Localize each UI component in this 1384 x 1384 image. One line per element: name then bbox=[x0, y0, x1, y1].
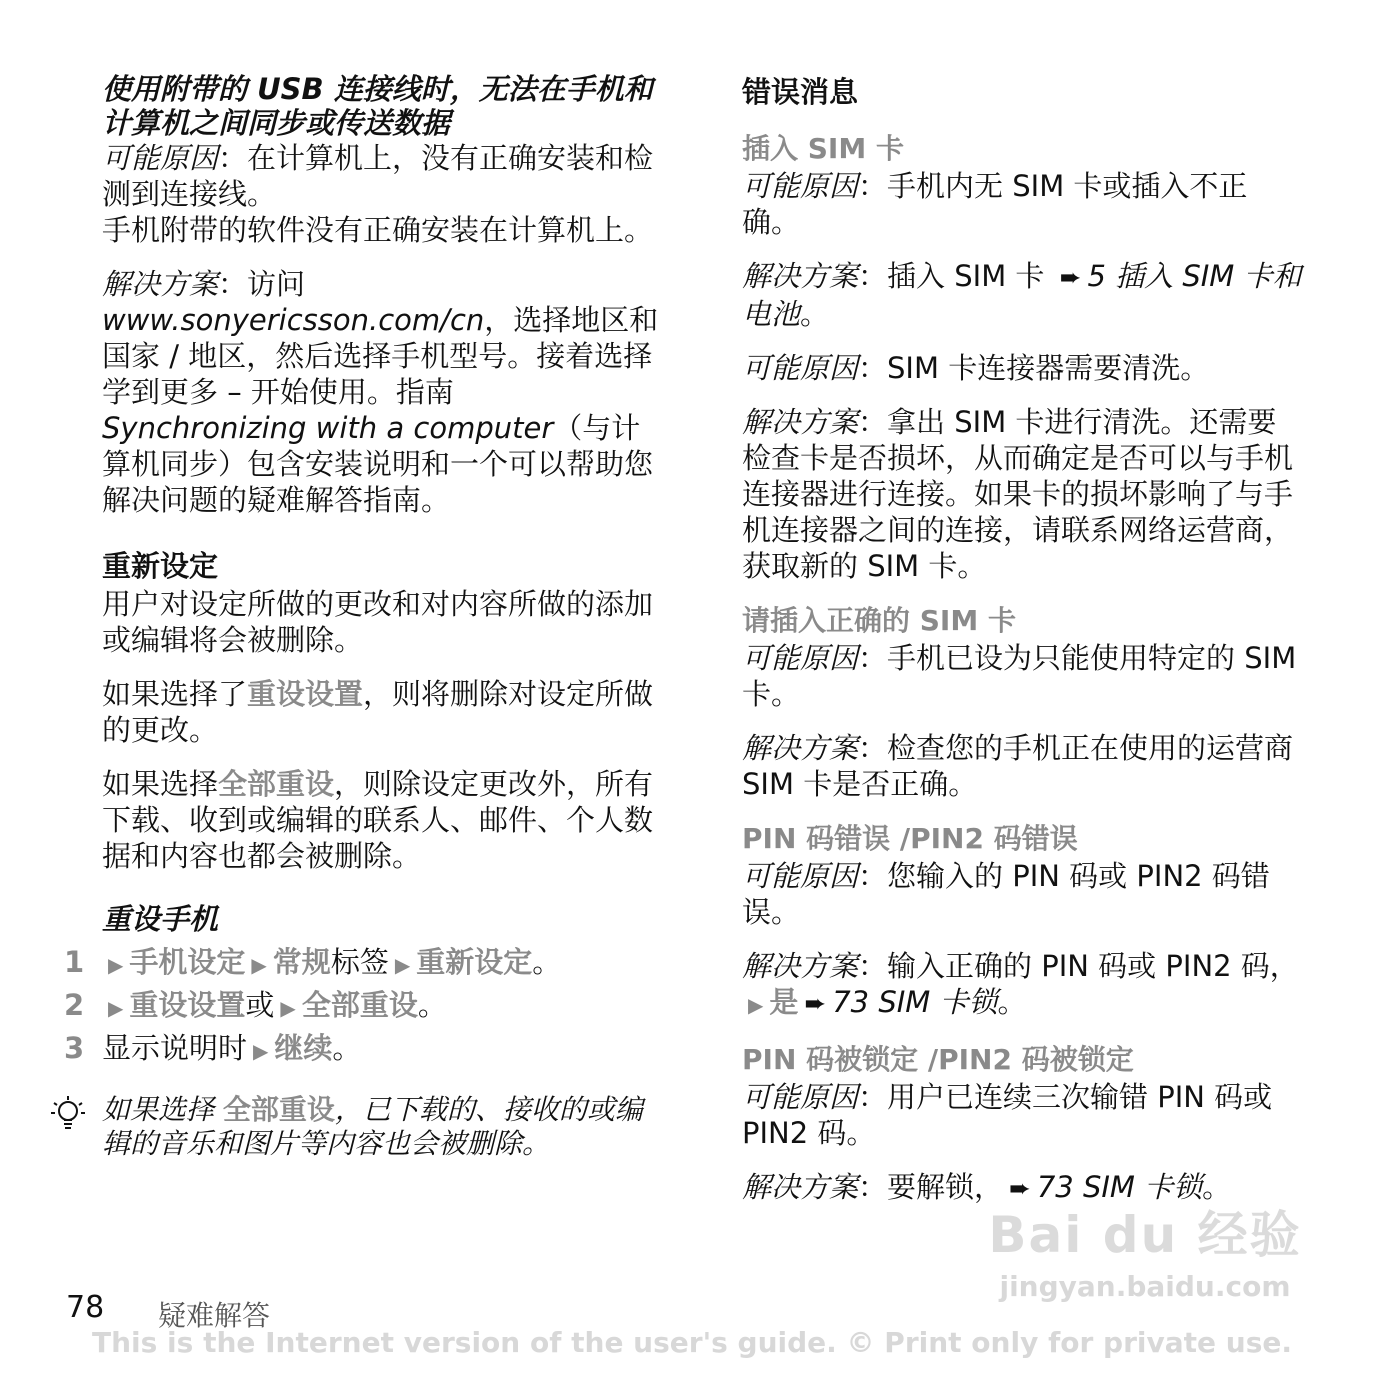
footer-section-title: 疑难解答 bbox=[158, 1299, 271, 1332]
step-number: 1 bbox=[64, 945, 85, 979]
watermark-brand: Bai du 经验 bbox=[988, 1206, 1302, 1264]
page-number: 78 bbox=[66, 1290, 105, 1325]
guide-title: Synchronizing with a computer bbox=[102, 411, 554, 445]
reset-all-term: 全部重设 bbox=[222, 1093, 335, 1126]
cause-text: 可能原因：手机已设为只能使用特定的 SIM 卡。 bbox=[742, 641, 1297, 711]
section-title: 插入 SIM 卡 bbox=[742, 132, 904, 165]
usb-cause-2: 手机附带的软件没有正确安装在计算机上。 bbox=[102, 213, 654, 247]
triangle-right-icon: ▶ bbox=[253, 1039, 269, 1063]
reset-paragraph-1: 用户对设定所做的更改和对内容所做的添加或编辑将会被删除。 bbox=[102, 587, 654, 657]
tip-note: 如果选择 全部重设，已下载的、接收的或编辑的音乐和图片等内容也会被删除。 bbox=[48, 1093, 662, 1161]
usb-solution: 解决方案：访问 www.sonyericsson.com/cn，选择地区和国家 / 地区，然后选择手机型号。接着选择学到更多 – 开始使用。指南 Synchronizing with a computer（与计算机同步）包含安装说明和一个可以帮助您解决问题的疑难解答指南。 bbox=[102, 267, 659, 517]
cause-text: 可能原因：用户已连续三次输错 PIN 码或 PIN2 码。 bbox=[742, 1080, 1273, 1150]
right-column bbox=[742, 72, 1302, 1207]
menu-reset-settings: 重设设置 bbox=[129, 988, 246, 1022]
reset-settings-term: 重设设置 bbox=[247, 677, 364, 711]
menu-reset-all: 全部重设 bbox=[301, 988, 418, 1022]
support-url-link[interactable]: www.sonyericsson.com/cn bbox=[102, 303, 485, 337]
solution-text: 解决方案：输入正确的 PIN 码或 PIN2 码，▶ 是 ➨ 73 SIM 卡锁。 bbox=[742, 948, 1302, 1023]
step-number: 3 bbox=[64, 1031, 85, 1065]
solution-text: 解决方案：插入 SIM 卡 ➨ 5 插入 SIM 卡和电池。 bbox=[742, 259, 1302, 331]
arrow-right-icon: ➨ bbox=[1009, 1174, 1031, 1204]
step-3: 3 显示说明时 ▶ 继续。 bbox=[64, 1028, 662, 1071]
baidu-watermark bbox=[985, 1200, 1305, 1340]
menu-continue: 继续 bbox=[274, 1031, 333, 1065]
reset-steps bbox=[64, 942, 662, 1071]
step-1: 1 ▶ 手机设定 ▶ 常规标签 ▶ 重新设定。 bbox=[64, 942, 662, 985]
solution-text: 解决方案：检查您的手机正在使用的运营商 SIM 卡是否正确。 bbox=[742, 731, 1294, 801]
reference-link[interactable]: 73 SIM 卡锁 bbox=[832, 985, 998, 1019]
triangle-right-icon: ▶ bbox=[108, 996, 124, 1020]
reset-all-term: 全部重设 bbox=[218, 767, 335, 801]
arrow-right-icon: ➨ bbox=[804, 989, 827, 1019]
footer-notice: This is the Internet version of the user's guide. © Print only for private use. bbox=[92, 1326, 1292, 1359]
triangle-right-icon: ▶ bbox=[251, 953, 267, 977]
reset-paragraph-2: 如果选择了重设设置，则将删除对设定所做的更改。 bbox=[102, 677, 654, 747]
arrow-right-icon: ➨ bbox=[1059, 263, 1082, 293]
step-number: 2 bbox=[64, 988, 85, 1022]
usb-cause: 可能原因：在计算机上，没有正确安装和检测到连接线。 bbox=[102, 141, 654, 211]
menu-reset: 重新设定 bbox=[416, 945, 533, 979]
reset-phone-heading: 重设手机 bbox=[102, 902, 219, 936]
solution-text: 解决方案：拿出 SIM 卡进行清洗。还需要检查卡是否损坏，从而确定是否可以与手机连接器进行连接。如果卡的损坏影响了与手机连接器之间的连接，请联系网络运营商，获取新的 SIM 卡。 bbox=[742, 405, 1294, 583]
cause-text: 可能原因：手机内无 SIM 卡或插入不正确。 bbox=[742, 169, 1248, 239]
menu-yes: 是 bbox=[769, 985, 799, 1019]
triangle-right-icon: ▶ bbox=[748, 993, 764, 1017]
menu-phone-settings: 手机设定 bbox=[129, 945, 246, 979]
usb-heading: 使用附带的 USB 连接线时，无法在手机和计算机之间同步或传送数据 bbox=[102, 72, 653, 140]
cause-text: 可能原因：您输入的 PIN 码或 PIN2 码错误。 bbox=[742, 859, 1270, 929]
triangle-right-icon: ▶ bbox=[394, 953, 411, 977]
lightbulb-icon bbox=[48, 1093, 102, 1161]
section-title: PIN 码被锁定 /PIN2 码被锁定 bbox=[742, 1043, 1134, 1076]
solution-text: 解决方案：要解锁， ➨ 73 SIM 卡锁。 bbox=[742, 1169, 1302, 1207]
section-title: PIN 码错误 /PIN2 码错误 bbox=[742, 822, 1078, 855]
watermark-url: jingyan.baidu.com bbox=[999, 1270, 1291, 1303]
cause-text: 可能原因：SIM 卡连接器需要清洗。 bbox=[742, 351, 1210, 385]
error-messages-heading: 错误消息 bbox=[742, 75, 859, 109]
reset-paragraph-3: 如果选择全部重设，则除设定更改外，所有下载、收到或编辑的联系人、邮件、个人数据和内容也都会被删除。 bbox=[102, 767, 654, 873]
triangle-right-icon: ▶ bbox=[108, 953, 124, 977]
section-title: 请插入正确的 SIM 卡 bbox=[742, 604, 1016, 637]
triangle-right-icon: ▶ bbox=[280, 996, 296, 1020]
menu-general: 常规 bbox=[272, 945, 331, 979]
reference-link[interactable]: 73 SIM 卡锁 bbox=[1036, 1170, 1203, 1204]
left-column bbox=[64, 72, 662, 1161]
step-2: 2 ▶ 重设设置或 ▶ 全部重设。 bbox=[64, 985, 662, 1028]
reset-heading: 重新设定 bbox=[102, 549, 219, 583]
reference-link[interactable]: 5 插入 SIM 卡和电池 bbox=[742, 259, 1302, 331]
